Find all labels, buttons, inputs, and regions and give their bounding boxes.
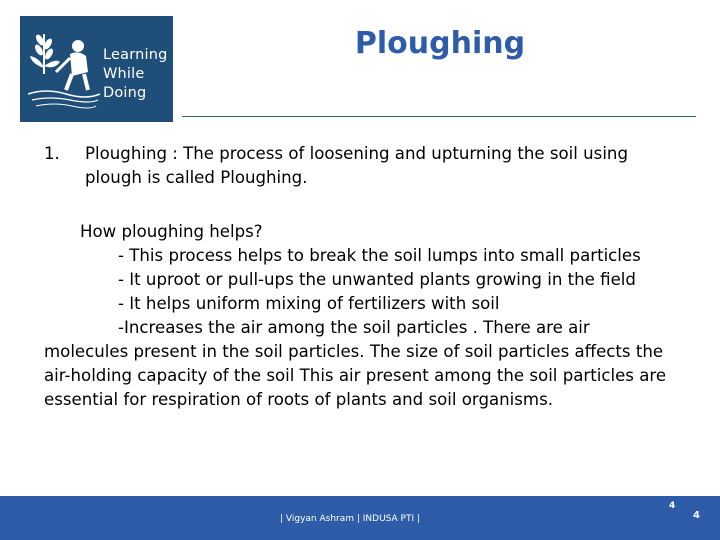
logo-line-1: Learning — [103, 47, 168, 63]
title-divider — [182, 116, 696, 117]
page-number: 4 — [693, 510, 700, 521]
definition-text: Ploughing : The process of loosening and upturning the soil using plough is called Ploughing. — [85, 144, 628, 187]
list-item-number: 1. — [44, 144, 60, 163]
helps-question: How ploughing helps? — [80, 222, 263, 241]
bullet-item: - This process helps to break the soil lumps into small particles — [118, 246, 641, 265]
footer-text: | Vigyan Ashram | INDUSA PTI | — [280, 514, 421, 524]
slide-title: Ploughing — [354, 26, 526, 61]
bullet-continuation: molecules present in the soil particles. The size of soil particles affects the air-holding capacity of the soil This air present among the soil particles are essential for respiration of roots of plants and soil organisms. — [44, 342, 667, 409]
logo-text — [103, 46, 168, 103]
logo-line-2: While — [103, 66, 145, 82]
farmer-plant-icon — [26, 28, 102, 112]
logo-line-3: Doing — [103, 85, 147, 101]
bullet-item: - It uproot or pull-ups the unwanted plants growing in the field — [118, 270, 636, 289]
helps-section — [44, 220, 684, 412]
bullet-item: - It helps uniform mixing of fertilizers with soil — [118, 294, 500, 313]
slide-number: 4 — [669, 501, 676, 511]
footer-bar — [0, 496, 720, 540]
logo — [20, 16, 173, 122]
bullet-item: -Increases the air among the soil particles . There are air — [118, 318, 590, 337]
